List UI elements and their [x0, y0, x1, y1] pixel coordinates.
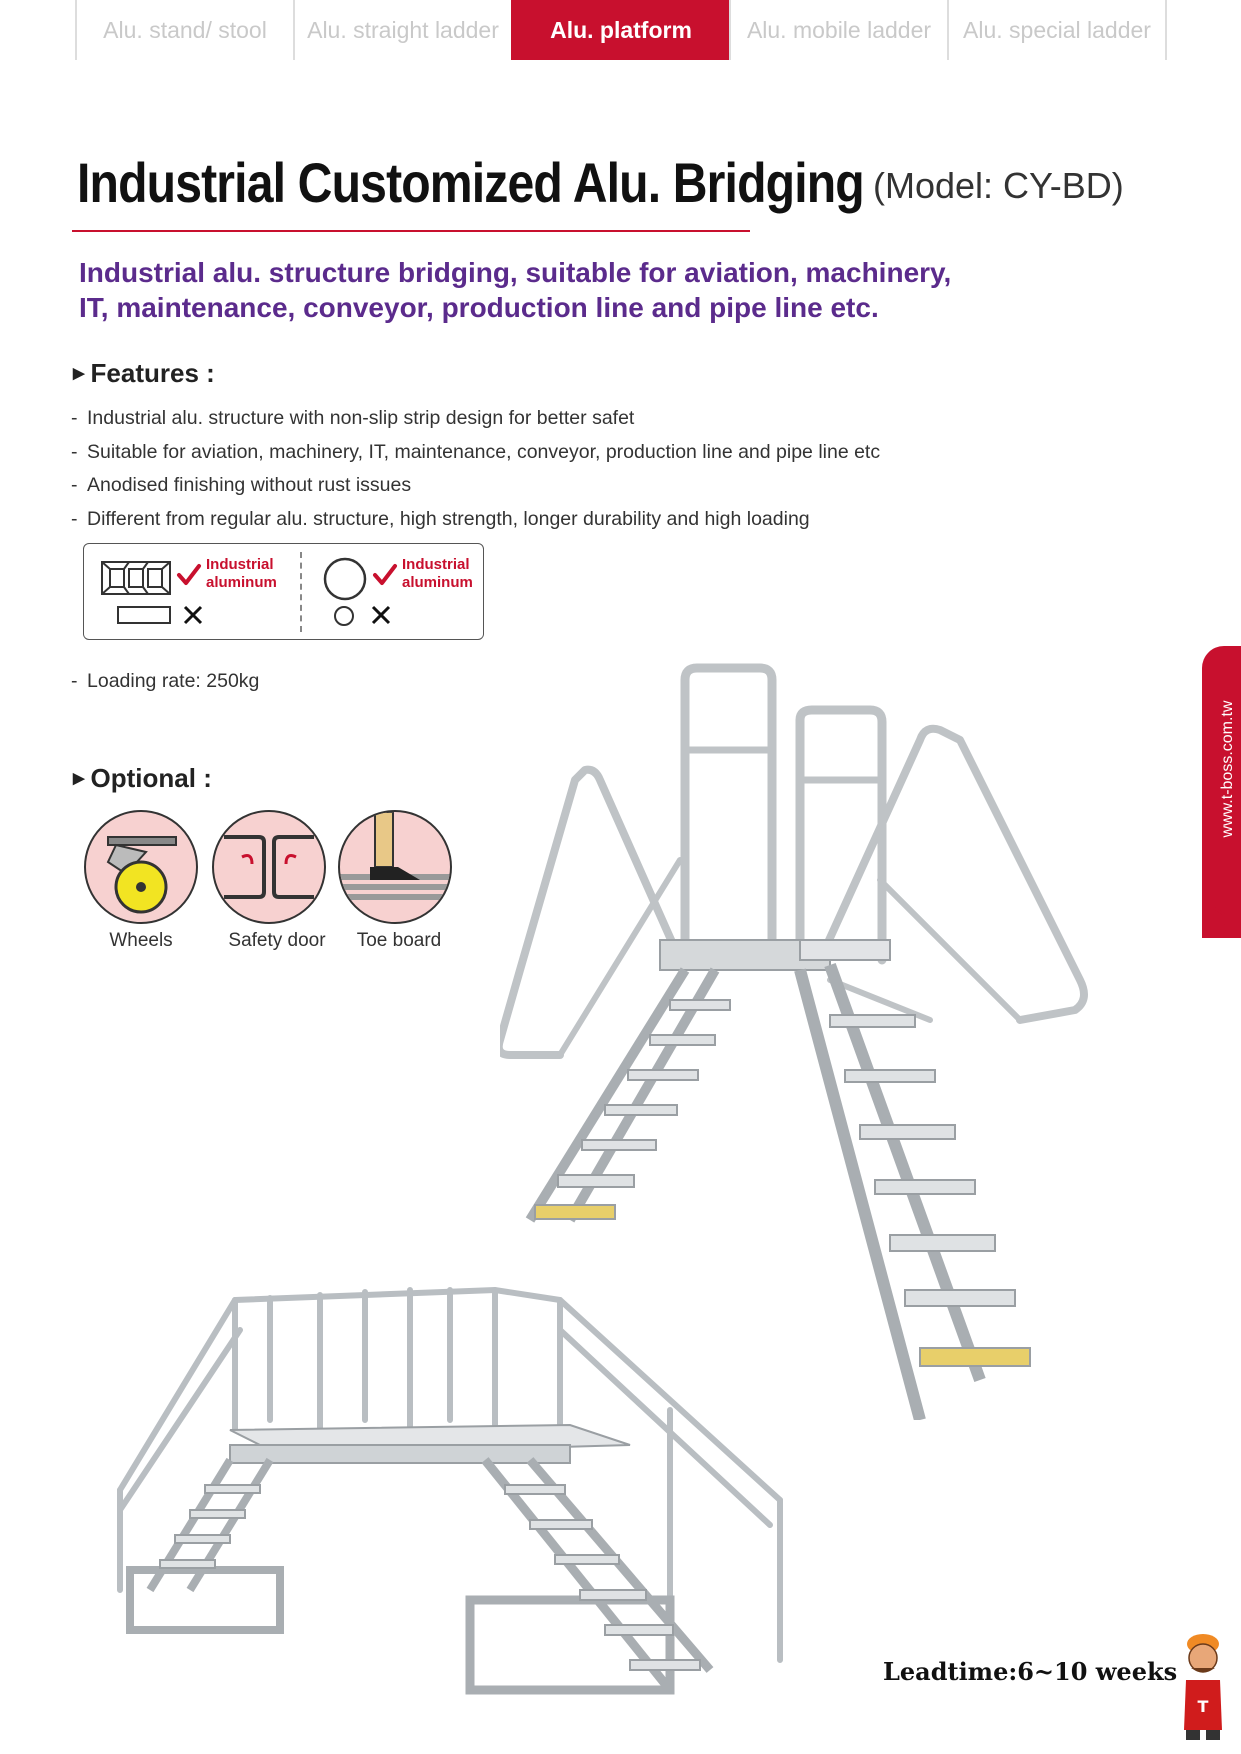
list-item: - Anodised finishing without rust issues	[71, 474, 412, 496]
flat-tube-icon	[116, 604, 174, 626]
subtitle	[79, 255, 1079, 325]
tab-alu-straight-ladder[interactable]: Alu. straight ladder	[293, 0, 511, 60]
triangle-bullet-icon: ▶	[73, 365, 85, 382]
flat-bridge-image	[110, 1270, 790, 1710]
tab-alu-stand-stool[interactable]: Alu. stand/ stool	[75, 0, 293, 60]
mascot-icon	[1176, 1630, 1230, 1742]
feature-text: Anodised finishing without rust issues	[87, 474, 412, 496]
round-tube-icon	[322, 556, 368, 602]
list-item: - Different from regular alu. structure, high strength, longer durability and high loading	[71, 507, 810, 530]
subtitle-line-2: IT, maintenance, conveyor, production line and pipe line etc.	[79, 292, 879, 323]
subtitle-line-1: Industrial alu. structure bridging, suitable for aviation, machinery,	[79, 257, 952, 288]
tab-alu-special-ladder[interactable]: Alu. special ladder	[947, 0, 1167, 60]
title-divider	[72, 230, 750, 232]
list-item: - Industrial alu. structure with non-slip strip design for better safet	[71, 407, 635, 429]
triangle-bullet-icon: ▶	[73, 770, 85, 787]
list-item: - Suitable for aviation, machinery, IT, maintenance, conveyor, production line and pipe line etc	[71, 440, 881, 463]
tab-alu-platform[interactable]: Alu. platform	[511, 0, 729, 60]
check-icon	[176, 562, 202, 588]
feature-text: Suitable for aviation, machinery, IT, maintenance, conveyor, production line and pipe line etc	[87, 440, 881, 463]
optional-heading	[73, 763, 212, 794]
wheels-label: Wheels	[109, 930, 173, 951]
check-icon	[372, 562, 398, 588]
features-heading-label: Features :	[90, 358, 215, 388]
features-heading	[73, 358, 215, 389]
feature-text: Industrial alu. structure with non-slip strip design for better safet	[87, 407, 635, 429]
cross-icon	[182, 604, 204, 626]
safety-door-icon	[212, 810, 326, 924]
page-number: 40	[1200, 905, 1232, 937]
svg-text:T: T	[1197, 1697, 1209, 1716]
profile-comparison-box	[83, 543, 484, 640]
small-tube-icon	[332, 604, 356, 628]
category-tabs	[75, 0, 1167, 60]
wheel-icon	[84, 810, 198, 924]
features-list	[71, 402, 880, 536]
page-title: Industrial Customized Alu. Bridging	[77, 151, 864, 214]
toe-board-label: Toe board	[356, 930, 442, 951]
feature-text: Different from regular alu. structure, high strength, longer durability and high loading	[87, 507, 810, 530]
cross-icon	[370, 604, 392, 626]
safety-door-label: Safety door	[228, 930, 326, 951]
extrusion-profile-icon	[100, 558, 172, 598]
loading-rate: - Loading rate: 250kg	[71, 670, 260, 692]
optional-heading-label: Optional :	[90, 763, 212, 793]
website-url: www.t-boss.com.tw	[1219, 700, 1236, 838]
toe-board-icon	[338, 810, 452, 924]
dashed-divider	[300, 552, 302, 632]
model-number: (Model: CY-BD)	[873, 165, 1124, 206]
industrial-aluminum-label: Industrial aluminum	[402, 556, 473, 591]
industrial-aluminum-label: Industrial aluminum	[206, 556, 277, 591]
leadtime-text: Leadtime:6~10 weeks	[883, 1657, 1178, 1686]
tab-alu-mobile-ladder[interactable]: Alu. mobile ladder	[729, 0, 947, 60]
